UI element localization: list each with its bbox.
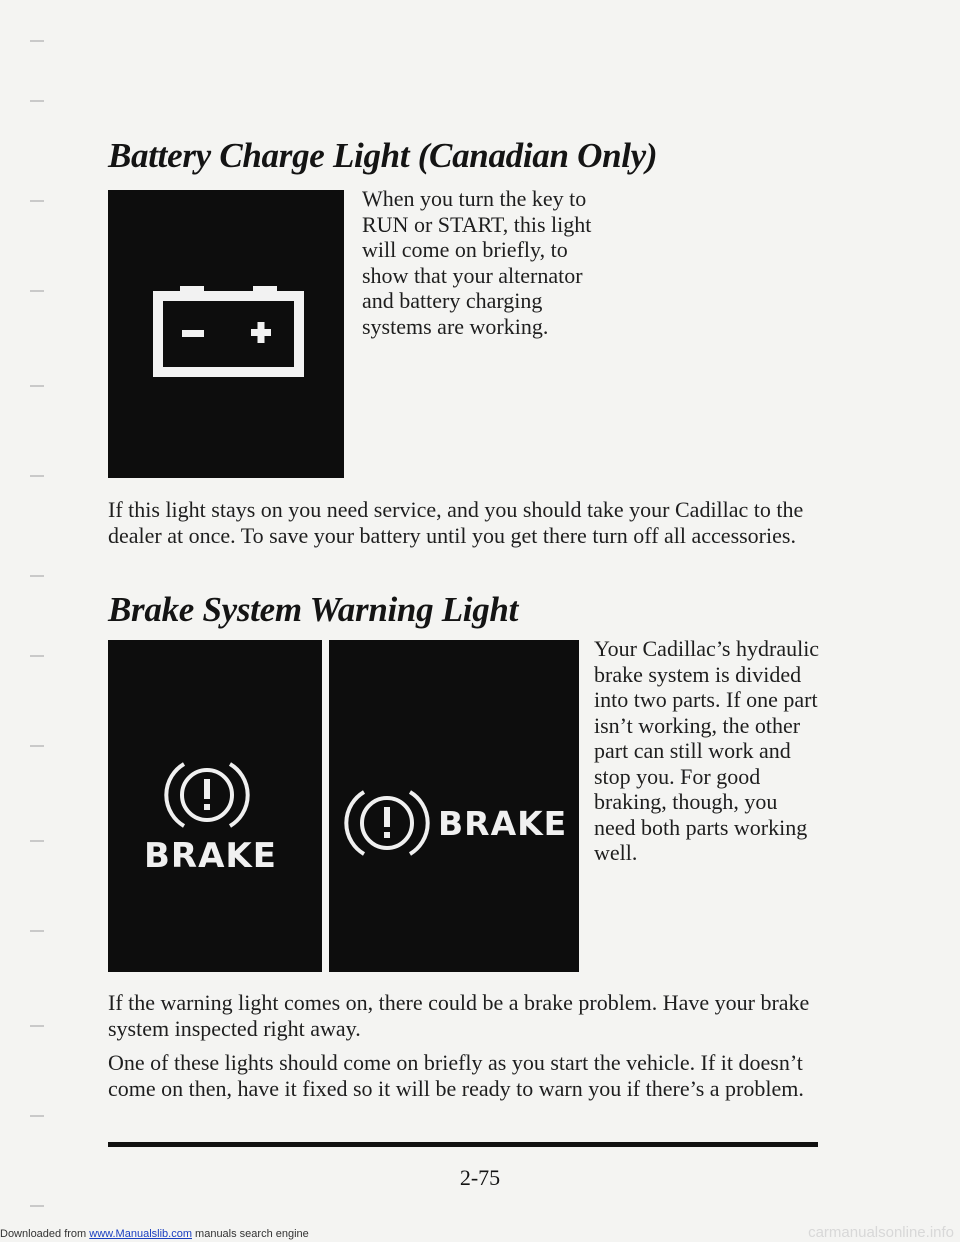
battery-light-panel [108,190,344,478]
margin-tick [30,100,44,102]
page-number: 2-75 [459,1165,501,1190]
manualslib-link[interactable]: www.Manualslib.com [89,1228,192,1240]
brake-label-left: BRAKE [144,836,277,876]
margin-tick [30,1205,44,1207]
footer-prefix: Downloaded from [0,1228,90,1240]
margin-tick [30,290,44,292]
battery-body-text: If this light stays on you need service, and you should take your Cadillac to the dealer at once. To save your battery until you get there turn off all accessories. [108,497,804,548]
brake-warning-icon [162,754,252,836]
margin-tick [30,930,44,932]
margin-tick [30,385,44,387]
brake-side-text: Your Cadillac’s hydraulic brake system is divided into two parts. If one part isn’t working, the other part can still work and stop you. For good braking, though, you need both parts working well. [594,636,820,865]
margin-tick [30,840,44,842]
brake-light-panel [108,640,579,972]
footer-suffix: manuals search engine [191,1228,309,1240]
margin-tick [30,745,44,747]
brake-warning-icon [342,782,432,864]
brake-para-2: One of these lights should come on briefly as you start the vehicle. If it doesn’t come on then, have it fixed so it will be ready to warn you if there’s a problem. [108,1050,804,1101]
brake-para-1: If the warning light comes on, there could be a brake problem. Have your brake system inspected right away. [108,990,810,1041]
battery-icon [108,190,344,478]
panel-divider [322,640,329,972]
page-rule [108,1142,818,1147]
margin-tick [30,1115,44,1117]
margin-tick [30,40,44,42]
brake-label-right: BRAKE [438,804,568,843]
battery-heading: Battery Charge Light (Canadian Only) [108,136,658,175]
margin-tick [30,1025,44,1027]
margin-tick [30,655,44,657]
brake-heading: Brake System Warning Light [108,590,519,629]
margin-tick [30,475,44,477]
download-footer [0,1228,309,1240]
battery-side-text: When you turn the key to RUN or START, this light will come on briefly, to show that your alternator and battery charging systems are working. [362,186,592,339]
margin-tick [30,575,44,577]
watermark: carmanualsonline.info [808,1224,954,1241]
margin-tick [30,200,44,202]
